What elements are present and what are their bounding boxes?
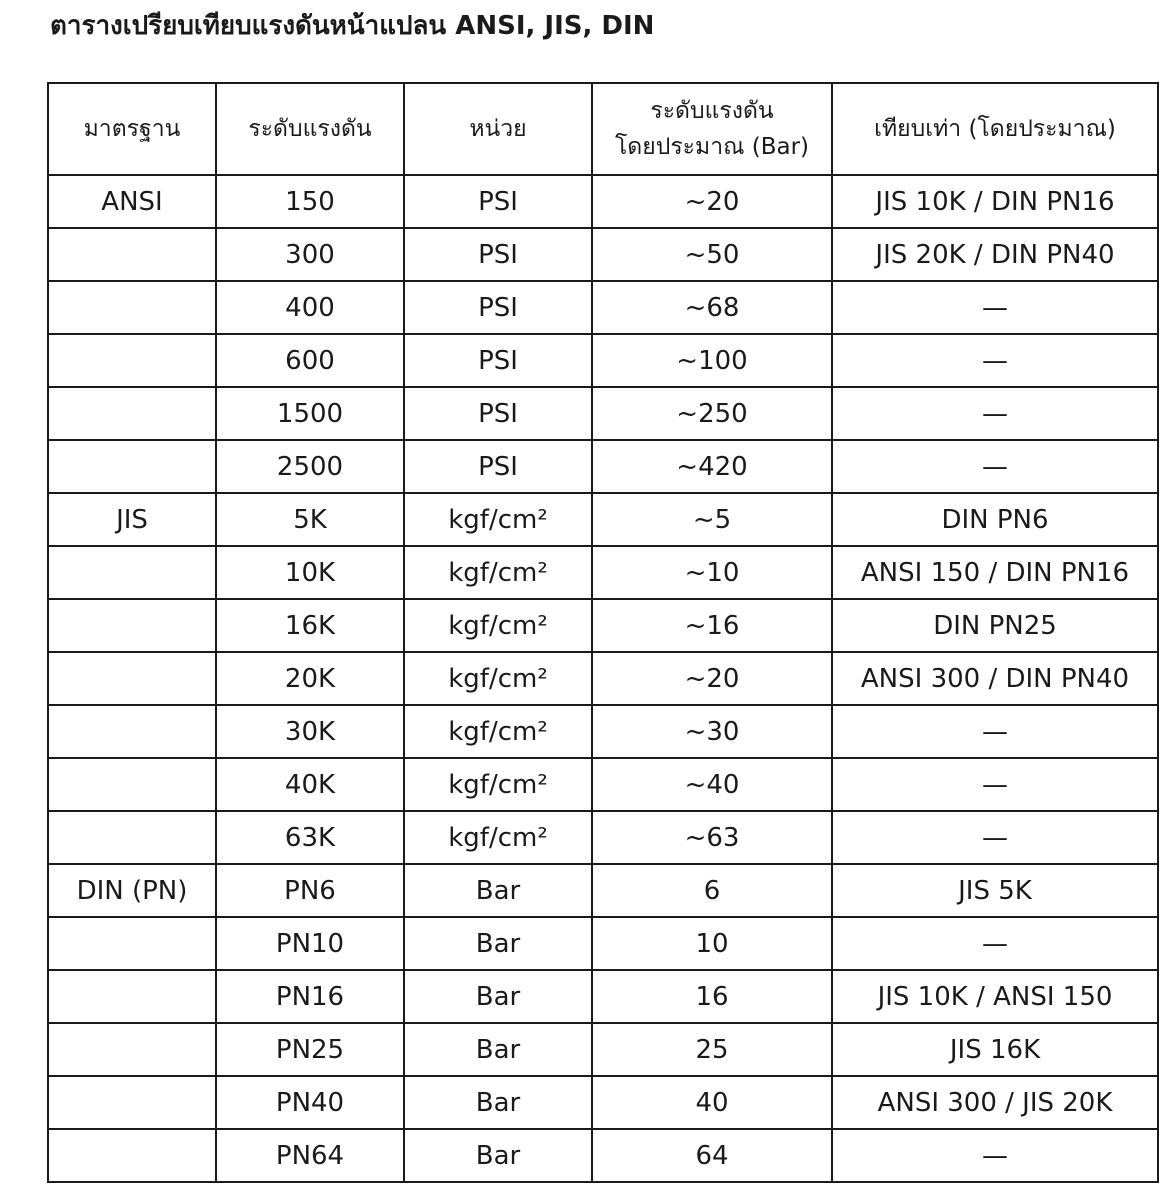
cell-approx-bar: ~10 (592, 546, 832, 599)
cell-unit: kgf/cm² (404, 811, 592, 864)
cell-approx-bar: 25 (592, 1023, 832, 1076)
cell-standard (48, 705, 216, 758)
cell-standard (48, 1076, 216, 1129)
cell-equivalent: — (832, 811, 1158, 864)
table-row (48, 970, 1158, 1023)
cell-approx-bar: ~100 (592, 334, 832, 387)
cell-pressure-class: 16K (216, 599, 404, 652)
cell-approx-bar: ~16 (592, 599, 832, 652)
cell-approx-bar: 16 (592, 970, 832, 1023)
cell-approx-bar: 64 (592, 1129, 832, 1182)
cell-approx-bar: ~40 (592, 758, 832, 811)
table-row (48, 546, 1158, 599)
cell-standard (48, 334, 216, 387)
table-header-row (48, 83, 1158, 175)
cell-pressure-class: 63K (216, 811, 404, 864)
cell-unit: PSI (404, 440, 592, 493)
cell-pressure-class: 400 (216, 281, 404, 334)
cell-approx-bar: ~420 (592, 440, 832, 493)
cell-unit: Bar (404, 970, 592, 1023)
cell-equivalent: DIN PN25 (832, 599, 1158, 652)
cell-standard (48, 970, 216, 1023)
header-approx-bar: ระดับแรงดัน โดยประมาณ (Bar) (592, 83, 832, 175)
table-row (48, 1023, 1158, 1076)
table-row (48, 758, 1158, 811)
cell-standard (48, 281, 216, 334)
cell-standard (48, 917, 216, 970)
cell-approx-bar: ~50 (592, 228, 832, 281)
cell-approx-bar: ~63 (592, 811, 832, 864)
cell-unit: kgf/cm² (404, 652, 592, 705)
cell-standard (48, 1023, 216, 1076)
cell-equivalent: ANSI 150 / DIN PN16 (832, 546, 1158, 599)
cell-standard: DIN (PN) (48, 864, 216, 917)
cell-equivalent: JIS 10K / ANSI 150 (832, 970, 1158, 1023)
cell-pressure-class: PN64 (216, 1129, 404, 1182)
cell-unit: kgf/cm² (404, 493, 592, 546)
table-row (48, 811, 1158, 864)
cell-standard (48, 387, 216, 440)
cell-pressure-class: 300 (216, 228, 404, 281)
table-body (48, 175, 1158, 1182)
cell-standard: JIS (48, 493, 216, 546)
cell-approx-bar: 10 (592, 917, 832, 970)
table-row (48, 493, 1158, 546)
cell-equivalent: JIS 10K / DIN PN16 (832, 175, 1158, 228)
cell-unit: Bar (404, 917, 592, 970)
table-row (48, 175, 1158, 228)
cell-unit: kgf/cm² (404, 705, 592, 758)
cell-equivalent: — (832, 705, 1158, 758)
cell-equivalent: ANSI 300 / JIS 20K (832, 1076, 1158, 1129)
table-row (48, 1129, 1158, 1182)
cell-pressure-class: PN40 (216, 1076, 404, 1129)
cell-standard (48, 546, 216, 599)
cell-pressure-class: 150 (216, 175, 404, 228)
header-equivalent: เทียบเท่า (โดยประมาณ) (832, 83, 1158, 175)
cell-pressure-class: 40K (216, 758, 404, 811)
table-row (48, 440, 1158, 493)
table-row (48, 1076, 1158, 1129)
cell-standard (48, 652, 216, 705)
cell-standard (48, 811, 216, 864)
cell-approx-bar: ~5 (592, 493, 832, 546)
cell-approx-bar: ~68 (592, 281, 832, 334)
cell-approx-bar: ~20 (592, 652, 832, 705)
header-pressure-class: ระดับแรงดัน (216, 83, 404, 175)
cell-standard: ANSI (48, 175, 216, 228)
cell-equivalent: JIS 20K / DIN PN40 (832, 228, 1158, 281)
cell-unit: PSI (404, 175, 592, 228)
cell-approx-bar: 6 (592, 864, 832, 917)
cell-unit: Bar (404, 1076, 592, 1129)
table-row (48, 864, 1158, 917)
cell-approx-bar: 40 (592, 1076, 832, 1129)
header-unit: หน่วย (404, 83, 592, 175)
cell-unit: kgf/cm² (404, 599, 592, 652)
cell-approx-bar: ~250 (592, 387, 832, 440)
cell-pressure-class: PN6 (216, 864, 404, 917)
cell-pressure-class: 600 (216, 334, 404, 387)
header-standard: มาตรฐาน (48, 83, 216, 175)
cell-equivalent: — (832, 758, 1158, 811)
cell-standard (48, 228, 216, 281)
pressure-comparison-table (47, 82, 1159, 1183)
table-row (48, 228, 1158, 281)
cell-equivalent: — (832, 917, 1158, 970)
cell-standard (48, 599, 216, 652)
cell-approx-bar: ~20 (592, 175, 832, 228)
cell-unit: kgf/cm² (404, 546, 592, 599)
cell-pressure-class: 2500 (216, 440, 404, 493)
cell-equivalent: ANSI 300 / DIN PN40 (832, 652, 1158, 705)
cell-pressure-class: PN10 (216, 917, 404, 970)
cell-unit: PSI (404, 387, 592, 440)
table-row (48, 387, 1158, 440)
cell-pressure-class: PN16 (216, 970, 404, 1023)
cell-approx-bar: ~30 (592, 705, 832, 758)
cell-equivalent: — (832, 334, 1158, 387)
cell-equivalent: — (832, 387, 1158, 440)
table-row (48, 652, 1158, 705)
cell-pressure-class: 10K (216, 546, 404, 599)
cell-equivalent: JIS 16K (832, 1023, 1158, 1076)
cell-pressure-class: 20K (216, 652, 404, 705)
cell-unit: PSI (404, 281, 592, 334)
table-row (48, 334, 1158, 387)
table-row (48, 705, 1158, 758)
cell-pressure-class: PN25 (216, 1023, 404, 1076)
cell-pressure-class: 30K (216, 705, 404, 758)
cell-standard (48, 758, 216, 811)
cell-equivalent: — (832, 281, 1158, 334)
cell-unit: PSI (404, 228, 592, 281)
cell-unit: Bar (404, 864, 592, 917)
table-row (48, 599, 1158, 652)
cell-standard (48, 440, 216, 493)
cell-unit: Bar (404, 1023, 592, 1076)
table-row (48, 281, 1158, 334)
cell-pressure-class: 5K (216, 493, 404, 546)
cell-unit: kgf/cm² (404, 758, 592, 811)
cell-equivalent: — (832, 440, 1158, 493)
cell-standard (48, 1129, 216, 1182)
cell-equivalent: JIS 5K (832, 864, 1158, 917)
table-row (48, 917, 1158, 970)
cell-pressure-class: 1500 (216, 387, 404, 440)
page-title: ตารางเปรียบเทียบแรงดันหน้าแปลน ANSI, JIS, DIN (50, 11, 655, 41)
cell-equivalent: DIN PN6 (832, 493, 1158, 546)
cell-unit: Bar (404, 1129, 592, 1182)
cell-equivalent: — (832, 1129, 1158, 1182)
cell-unit: PSI (404, 334, 592, 387)
